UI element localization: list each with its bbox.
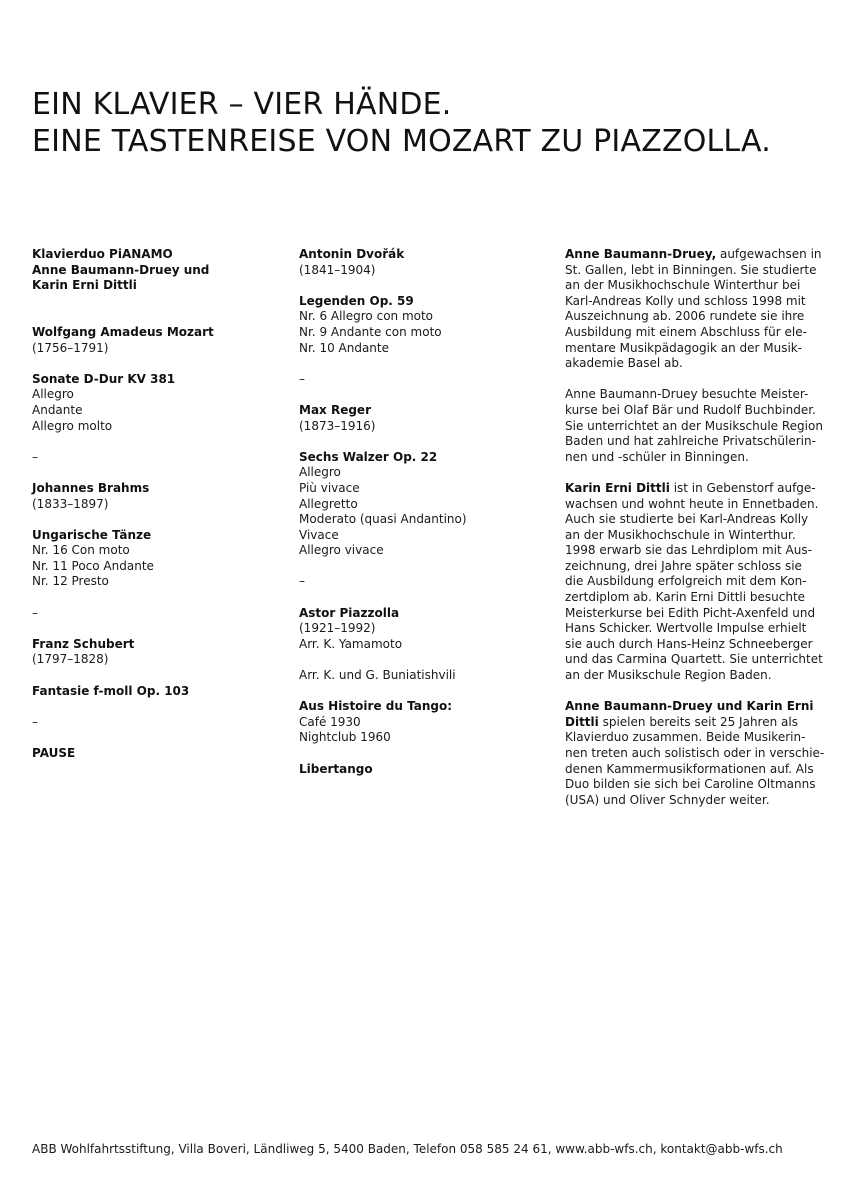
movement: Nr. 12 Presto xyxy=(32,574,109,589)
bio-line: Baden und hat zahlreiche Privatschülerin- xyxy=(565,434,816,449)
bio-text: ist in Gebenstorf aufge- xyxy=(669,480,816,495)
movement: Moderato (quasi Andantino) xyxy=(299,512,467,527)
composer-name: Max Reger xyxy=(299,402,371,417)
composer-dates: (1873–1916) xyxy=(299,418,376,433)
page-title xyxy=(32,86,822,160)
bio-line: nen treten auch solistisch oder in verschie- xyxy=(565,746,825,760)
bio-line: Auch sie studierte bei Karl-Andreas Kolly xyxy=(565,512,809,527)
bio-name: Dittli xyxy=(565,714,599,729)
bio-line: Sie unterrichtet an der Musikschule Region xyxy=(565,418,823,433)
work-title: Ungarische Tänze xyxy=(32,527,152,542)
work-title: Sechs Walzer Op. 22 xyxy=(299,449,438,464)
movement: Café 1930 xyxy=(299,714,361,729)
movement: Allegretto xyxy=(299,496,358,511)
bio-line: denen Kammermusikformationen auf. Als xyxy=(565,761,814,776)
bio-line: (USA) und Oliver Schnyder weiter. xyxy=(565,792,770,807)
arranger: Arr. K. Yamamoto xyxy=(299,636,403,651)
bio-line: an der Musikschule Region Baden. xyxy=(565,668,772,683)
composer-dates: (1841–1904) xyxy=(299,262,376,277)
movement: Allegro molto xyxy=(32,418,113,433)
separator: – xyxy=(299,371,305,386)
work-title: Fantasie f-moll Op. 103 xyxy=(32,683,190,698)
bio-line: sie auch durch Hans-Heinz Schneeberger xyxy=(565,636,813,651)
arranger: Arr. K. und G. Buniatishvili xyxy=(299,668,456,683)
bio-name: Anne Baumann-Druey, xyxy=(565,247,717,261)
bio-line xyxy=(565,715,823,731)
bio-line: Hans Schicker. Wertvolle Impulse erhielt xyxy=(565,621,807,636)
composer-dates: (1797–1828) xyxy=(32,652,109,667)
bio-line: die Ausbildung erfolgreich mit dem Kon- xyxy=(565,574,807,589)
movement: Più vivace xyxy=(299,480,360,495)
bio-line: Klavierduo zusammen. Beide Musikerin- xyxy=(565,730,806,745)
biography-column xyxy=(565,247,823,808)
composer-name: Antonin Dvořák xyxy=(299,247,405,261)
ensemble-name: Klavierduo PiANAMO xyxy=(32,247,173,261)
ensemble-members-1: Anne Baumann-Druey und xyxy=(32,262,210,277)
movement: Nr. 10 Andante xyxy=(299,340,389,355)
separator: – xyxy=(32,714,38,729)
pause-label: PAUSE xyxy=(32,746,76,760)
movement: Nr. 11 Poco Andante xyxy=(32,558,154,573)
movement: Nightclub 1960 xyxy=(299,730,391,745)
bio-line: nen und -schüler in Binningen. xyxy=(565,449,749,464)
movement: Allegro xyxy=(32,387,74,402)
composer-name: Johannes Brahms xyxy=(32,480,150,495)
bio-line: 1998 erwarb sie das Lehrdiplom mit Aus- xyxy=(565,543,812,558)
composer-dates: (1833–1897) xyxy=(32,496,109,511)
footer-contact: ABB Wohlfahrtsstiftung, Villa Boveri, Ländliweg 5, 5400 Baden, Telefon 058 585 24 61, www.abb-wfs.ch, kontakt@abb-wfs.ch xyxy=(32,1142,783,1156)
bio-line: Auszeichnung ab. 2006 rundete sie ihre xyxy=(565,309,805,324)
composer-dates: (1921–1992) xyxy=(299,621,376,636)
movement: Vivace xyxy=(299,527,339,542)
bio-line xyxy=(565,247,823,263)
bio-line: zeichnung, drei Jahre später schloss sie xyxy=(565,558,802,573)
bio-line: an der Musikhochschule in Winterthur. xyxy=(565,527,796,542)
work-title: Legenden Op. 59 xyxy=(299,293,414,308)
separator: – xyxy=(32,449,38,464)
bio-name: Anne Baumann-Druey und Karin Erni xyxy=(565,699,814,714)
ensemble-members-2: Karin Erni Dittli xyxy=(32,278,137,293)
bio-line: kurse bei Olaf Bär und Rudolf Buchbinder. xyxy=(565,402,816,417)
bio-line xyxy=(565,481,823,497)
bio-name: Karin Erni Dittli xyxy=(565,480,670,495)
movement: Allegro vivace xyxy=(299,543,384,558)
bio-text: aufgewachsen in xyxy=(716,247,822,261)
bio-line: akademie Basel ab. xyxy=(565,356,683,371)
title-line-1: EIN KLAVIER – VIER HÄNDE. xyxy=(32,87,452,122)
movement: Allegro xyxy=(299,465,341,480)
bio-line: Anne Baumann-Druey besuchte Meister- xyxy=(565,387,809,402)
movement: Andante xyxy=(32,402,83,417)
separator: – xyxy=(299,574,305,589)
bio-line: Duo bilden sie sich bei Caroline Oltmanns xyxy=(565,777,816,792)
work-title: Sonate D-Dur KV 381 xyxy=(32,371,176,386)
bio-line: mentare Musikpädagogik an der Musik- xyxy=(565,340,803,355)
movement: Nr. 16 Con moto xyxy=(32,543,130,558)
bio-line: an der Musikhochschule Winterthur bei xyxy=(565,278,801,293)
bio-line: wachsen und wohnt heute in Ennetbaden. xyxy=(565,496,819,511)
bio-line: Ausbildung mit einem Abschluss für ele- xyxy=(565,324,807,339)
separator: – xyxy=(32,605,38,620)
work-title: Libertango xyxy=(299,761,373,776)
movement: Nr. 9 Andante con moto xyxy=(299,324,442,339)
bio-line: St. Gallen, lebt in Binningen. Sie studierte xyxy=(565,262,817,277)
program-column-1 xyxy=(32,247,282,762)
bio-line: zertdiplom ab. Karin Erni Dittli besuchte xyxy=(565,590,806,605)
bio-line: Karl-Andreas Kolly und schloss 1998 mit xyxy=(565,293,806,308)
composer-name: Wolfgang Amadeus Mozart xyxy=(32,324,214,339)
movement: Nr. 6 Allegro con moto xyxy=(299,309,434,324)
bio-line: und das Carmina Quartett. Sie unterrichtet xyxy=(565,652,823,667)
composer-dates: (1756–1791) xyxy=(32,340,109,355)
title-line-2: EINE TASTENREISE VON MOZART ZU PIAZZOLLA. xyxy=(32,124,771,159)
work-title: Aus Histoire du Tango: xyxy=(299,699,452,714)
composer-name: Franz Schubert xyxy=(32,636,135,651)
program-column-2 xyxy=(299,247,549,777)
bio-line: Meisterkurse bei Edith Picht-Axenfeld und xyxy=(565,605,816,620)
bio-text: spielen bereits seit 25 Jahren als xyxy=(598,714,798,729)
composer-name: Astor Piazzolla xyxy=(299,605,400,620)
